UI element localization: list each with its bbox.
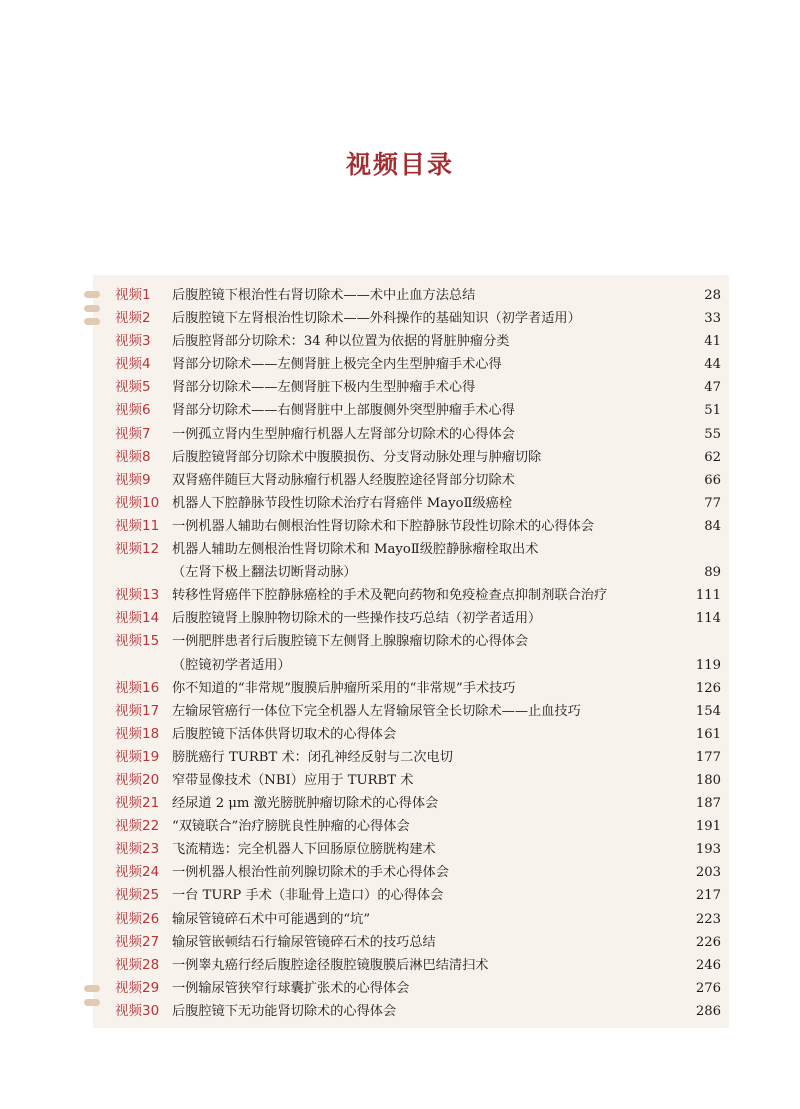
toc-list — [115, 284, 721, 1023]
video-title: 机器人辅助左侧根治性肾切除术和 MayoⅡ级腔静脉瘤栓取出术 — [172, 542, 539, 558]
toc-entry[interactable] — [115, 515, 721, 538]
video-title: 肾部分切除术——右侧肾脏中上部腹侧外突型肿瘤手术心得 — [172, 403, 515, 419]
page-number: 177 — [695, 749, 721, 765]
toc-entry[interactable] — [115, 538, 721, 584]
toc-entry[interactable] — [115, 677, 721, 700]
toc-entry[interactable] — [115, 908, 721, 931]
video-number: 视频25 — [115, 887, 160, 904]
video-title: 后腹腔镜下根治性右肾切除术——术中止血方法总结 — [172, 288, 476, 303]
video-title: 双肾癌伴随巨大肾动脉瘤行机器人经腹腔途径肾部分切除术 — [172, 472, 515, 488]
binder-tab — [84, 999, 100, 1006]
page-number: 191 — [695, 819, 721, 835]
page-number: 28 — [704, 288, 721, 303]
video-number: 视频26 — [115, 910, 160, 927]
page-number: 51 — [704, 403, 721, 419]
page-number: 77 — [704, 495, 721, 511]
page-number: 193 — [695, 842, 721, 858]
page-number: 89 — [704, 565, 721, 581]
page-number: 187 — [695, 796, 721, 812]
video-title: 膀胱癌行 TURBT 术：闭孔神经反射与二次电切 — [172, 749, 453, 765]
toc-entry[interactable] — [115, 492, 721, 515]
toc-entry[interactable] — [115, 630, 721, 676]
video-number: 视频29 — [115, 979, 160, 996]
video-title: 一例机器人辅助右侧根治性肾切除术和下腔静脉节段性切除术的心得体会 — [172, 518, 594, 534]
video-number: 视频13 — [115, 587, 160, 604]
video-title: 后腹腔镜下活体供肾切取术的心得体会 — [172, 726, 397, 742]
video-number: 视频12 — [115, 541, 160, 558]
video-title: 一例睾丸癌行经后腹腔途径腹腔镜腹膜后淋巴结清扫术 — [172, 957, 489, 973]
toc-entry[interactable] — [115, 723, 721, 746]
page-number: 223 — [695, 911, 721, 927]
video-number: 视频15 — [115, 633, 160, 650]
video-number: 视频3 — [115, 333, 151, 350]
video-title: 一例输尿管狭窄行球囊扩张术的心得体会 — [172, 980, 410, 996]
page-number: 66 — [704, 472, 721, 488]
video-title: 转移性肾癌伴下腔静脉癌栓的手术及靶向药物和免疫检查点抑制剂联合治疗 — [172, 588, 608, 604]
toc-entry[interactable] — [115, 931, 721, 954]
page-number: 161 — [695, 726, 721, 742]
video-number: 视频20 — [115, 771, 160, 788]
page-number: 44 — [704, 357, 721, 373]
page-number: 154 — [695, 703, 721, 719]
page-number: 47 — [704, 380, 721, 396]
binder-tab — [84, 318, 100, 325]
binder-tab — [84, 291, 100, 298]
video-number: 视频22 — [115, 818, 160, 835]
toc-entry[interactable] — [115, 815, 721, 838]
video-number: 视频2 — [115, 310, 151, 327]
toc-entry[interactable] — [115, 861, 721, 884]
page-number: 286 — [695, 1003, 721, 1019]
page-number: 217 — [695, 888, 721, 904]
video-title-continued: （腔镜初学者适用） — [172, 657, 291, 673]
toc-entry[interactable] — [115, 399, 721, 422]
page-number: 126 — [695, 680, 721, 696]
toc-entry[interactable] — [115, 607, 721, 630]
page-number: 246 — [695, 957, 721, 973]
video-title: 后腹腔镜肾上腺肿物切除术的一些操作技巧总结（初学者适用） — [172, 611, 542, 627]
video-title: 经尿道 2 μm 激光膀胱肿瘤切除术的心得体会 — [172, 796, 439, 812]
video-number: 视频14 — [115, 610, 160, 627]
video-number: 视频18 — [115, 725, 160, 742]
video-title: 一例孤立肾内生型肿瘤行机器人左肾部分切除术的心得体会 — [172, 426, 515, 442]
toc-entry[interactable] — [115, 584, 721, 607]
video-number: 视频10 — [115, 494, 160, 511]
video-number: 视频6 — [115, 402, 151, 419]
toc-entry[interactable] — [115, 423, 721, 446]
video-title: 左输尿管癌行一体位下完全机器人左肾输尿管全长切除术——止血技巧 — [172, 703, 581, 719]
page-number: 33 — [704, 311, 721, 327]
page-number: 119 — [695, 657, 721, 673]
toc-entry[interactable] — [115, 376, 721, 399]
page-number: 226 — [695, 934, 721, 950]
page-number: 84 — [704, 518, 721, 534]
video-number: 视频24 — [115, 864, 160, 881]
video-title: 机器人下腔静脉节段性切除术治疗右肾癌伴 MayoⅡ级癌栓 — [172, 495, 513, 511]
video-title: 后腹腔肾部分切除术：34 种以位置为依据的肾脏肿瘤分类 — [172, 334, 510, 350]
toc-entry[interactable] — [115, 1000, 721, 1023]
video-title: 一例肥胖患者行后腹腔镜下左侧肾上腺腺瘤切除术的心得体会 — [172, 634, 529, 650]
video-title: 一例机器人根治性前列腺切除术的手术心得体会 — [172, 865, 449, 881]
video-number: 视频30 — [115, 1002, 160, 1019]
page-number: 203 — [695, 865, 721, 881]
video-title: 输尿管嵌顿结石行输尿管镜碎石术的技巧总结 — [172, 934, 436, 950]
page-number: 114 — [695, 611, 721, 627]
video-number: 视频28 — [115, 956, 160, 973]
video-number: 视频5 — [115, 379, 151, 396]
toc-entry[interactable] — [115, 469, 721, 492]
video-number: 视频1 — [115, 287, 151, 303]
video-number: 视频23 — [115, 841, 160, 858]
video-title: 后腹腔镜肾部分切除术中腹膜损伤、分支肾动脉处理与肿瘤切除 — [172, 449, 542, 465]
video-title: 一台 TURP 手术（非耻骨上造口）的心得体会 — [172, 888, 444, 904]
page-number: 111 — [695, 588, 721, 604]
page-title: 视频目录 — [345, 150, 454, 179]
page-number: 276 — [695, 980, 721, 996]
page-number: 55 — [704, 426, 721, 442]
video-number: 视频8 — [115, 448, 151, 465]
video-title: 你不知道的“非常规”腹膜后肿瘤所采用的“非常规”手术技巧 — [172, 680, 516, 696]
toc-entry[interactable] — [115, 700, 721, 723]
video-title: 飞流精选：完全机器人下回肠原位膀胱构建术 — [172, 842, 436, 858]
video-title: 输尿管镜碎石术中可能遇到的“坑” — [172, 911, 371, 927]
video-number: 视频11 — [115, 517, 160, 534]
toc-entry[interactable] — [115, 330, 721, 353]
toc-entry[interactable] — [115, 838, 721, 861]
video-number: 视频16 — [115, 679, 160, 696]
toc-entry[interactable] — [115, 307, 721, 330]
video-title: 后腹腔镜下左肾根治性切除术——外科操作的基础知识（初学者适用） — [172, 311, 581, 327]
video-number: 视频7 — [115, 425, 151, 442]
toc-entry[interactable] — [115, 284, 721, 307]
toc-entry[interactable] — [115, 884, 721, 907]
video-number: 视频4 — [115, 356, 151, 373]
video-title: 肾部分切除术——左侧肾脏下极内生型肿瘤手术心得 — [172, 380, 476, 396]
video-number: 视频17 — [115, 702, 160, 719]
toc-entry[interactable] — [115, 746, 721, 769]
page-number: 41 — [704, 334, 721, 350]
video-title: 后腹腔镜下无功能肾切除术的心得体会 — [172, 1003, 397, 1019]
page-number: 180 — [695, 772, 721, 788]
toc-entry[interactable] — [115, 954, 721, 977]
video-number: 视频21 — [115, 795, 160, 812]
toc-entry[interactable] — [115, 353, 721, 376]
toc-entry[interactable] — [115, 792, 721, 815]
page-number: 62 — [704, 449, 721, 465]
toc-entry[interactable] — [115, 769, 721, 792]
binder-tab — [84, 985, 100, 992]
toc-entry[interactable] — [115, 977, 721, 1000]
toc-entry[interactable] — [115, 446, 721, 469]
video-number: 视频9 — [115, 471, 151, 488]
binder-tab — [84, 305, 100, 312]
video-title: “双镜联合”治疗膀胱良性肿瘤的心得体会 — [172, 819, 410, 835]
video-number: 视频27 — [115, 933, 160, 950]
video-title: 肾部分切除术——左侧肾脏上极完全内生型肿瘤手术心得 — [172, 357, 502, 373]
video-title-continued: （左肾下极上翻法切断肾动脉） — [172, 565, 357, 581]
video-number: 视频19 — [115, 748, 160, 765]
video-title: 窄带显像技术（NBI）应用于 TURBT 术 — [172, 772, 414, 788]
